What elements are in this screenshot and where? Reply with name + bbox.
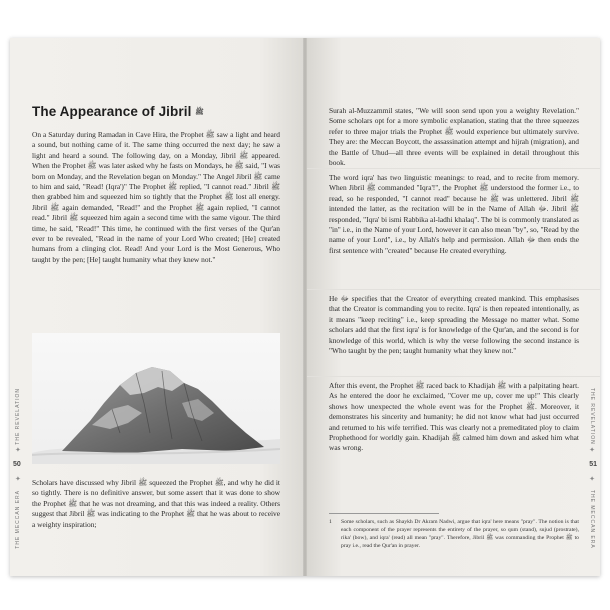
- running-head: THE REVELATION: [15, 388, 21, 445]
- running-foot: THE MECCAN ERA: [15, 490, 21, 549]
- running-head: THE REVELATION: [589, 388, 595, 445]
- right-body: [329, 381, 579, 459]
- honorific-icon: ﷺ: [195, 109, 204, 116]
- mountain-illustration: [32, 333, 280, 464]
- page-number: 50: [13, 461, 21, 468]
- mountain-icon: [32, 333, 280, 464]
- footnote-text: Some scholars, such as Shaykh Dr Akram Nadwi, argue that iqra' here means "pray". The notion is that each component of the prayer represents the entirety of the prayer, so qum (stand), sujud (prostrate), rika' (bow), and iqra' (read) all mean "pray". Therefore, Jibril ﷺ was commanding the Prophet ﷺ to pray i.e., read the Qur'an in prayer.: [341, 519, 579, 549]
- right-body: [329, 106, 579, 173]
- left-body-continued: [32, 478, 280, 535]
- chapter-title: [32, 104, 292, 119]
- left-body: [32, 130, 280, 270]
- chapter-title-text: The Appearance of Jibril: [32, 104, 192, 119]
- divider-line: [307, 168, 600, 169]
- ornament-icon: ✦: [589, 475, 595, 483]
- paragraph: After this event, the Prophet ﷺ raced back to Khadijah ﷺ with a palpitating heart. As he entered the door he exclaimed, "Cover me up, cover me up!" This clearly shows how unexpected the whole event was for the Prophet ﷺ. Moreover, it demonstrates his sincerity and humanity; he did not know what had just occurred and returned to his wife terrified. This was clearly not a premeditated ploy to claim Prophethood for worldly gain. Khadijah ﷺ calmed him down and asked him what was wrong.: [329, 381, 580, 453]
- page-number: 51: [589, 461, 597, 468]
- paragraph: He ﷻ specifies that the Creator of everything created mankind. This emphasises that the Creator is commanding you to recite. Iqra' is then repeated intentionally, as it means "keep reciting" i.e., keep spreading the Message no matter what. Some scholars add that the first iqra' is for knowledge of the Qur'an, and the second is for knowledge of this world, which is why the verse following the second instance is "Who taught by the pen; taught humanity what they knew not.": [329, 294, 580, 356]
- divider-line: [307, 289, 600, 290]
- right-body: [329, 173, 579, 261]
- footnote: [329, 518, 579, 550]
- ornament-icon: ✦: [589, 446, 595, 454]
- right-body: [329, 294, 579, 361]
- footnote-divider: [329, 513, 439, 514]
- book-spread: [10, 38, 600, 576]
- left-page: [10, 38, 303, 576]
- paragraph: Surah al-Muzzammil states, "We will soon send upon you a weighty Revelation." Some scholars opt for a more symbolic explanation, stating that the three squeezes refer to three major trials the Prophet ﷺ would experience but ultimately survive. They are: the Meccan Boycott, the assassination attempt and hijrah (migration), and the Battle of Uhud—all three events will be explained in detail throughout this book.: [329, 106, 579, 168]
- running-foot: THE MECCAN ERA: [589, 490, 595, 549]
- paragraph: On a Saturday during Ramadan in Cave Hira, the Prophet ﷺ saw a light and heard a sound, but nothing came of it. The same thing occurred the next day; he saw a light and heard a sound. The following day, on a Monday, Jibril ﷺ appeared. When the Prophet ﷺ was later asked why he fasts on Mondays, he ﷺ said, "I was born on Monday, and the Revelation began on Monday." The Angel Jibril ﷺ came to him and said, "Read! (Iqra')" The Prophet ﷺ replied, "I cannot read." Jibril ﷺ then grabbed him and squeezed him so tightly that the Prophet ﷺ lost all energy. Jibril ﷺ again demanded, "Read!" and the Prophet ﷺ again replied, "I cannot read." Jibril ﷺ squeezed him again a second time with the same vigour. The third time, he said, "Read!" This time, he continued with the first verses of the Qur'an ever to be revealed, "Read in the name of your Lord Who created; [He] created humans from a clinging clot. Read! And your Lord is the Most Generous, Who taught by the pen; [He] taught humanity what they knew not.": [32, 130, 281, 264]
- right-page: [307, 38, 600, 576]
- ornament-icon: ✦: [15, 475, 21, 483]
- paragraph: Scholars have discussed why Jibril ﷺ squeezed the Prophet ﷺ, and why he did it so tightly. There is no definitive answer, but some assert that it was done to show the Prophet ﷺ that he was not dreaming, and that this was indeed a reality. Others suggest that Jibril ﷺ was indicating to the Prophet ﷺ that he was about to receive a weighty inspiration;: [32, 478, 280, 529]
- divider-line: [307, 376, 600, 377]
- footnote-mark: 1: [329, 519, 332, 525]
- paragraph: The word iqra' has two linguistic meanings: to read, and to recite from memory. When Jibril ﷺ commanded "Iqra'!", the Prophet ﷺ understood the former i.e., to read, so he responded, "I cannot read" because he ﷺ was unlettered. Jibril ﷺ intended the latter, as the recitation will be in the Name of Allah ﷻ. Jibril ﷺ responded, "Iqra' bi ismi Rabbika al-ladhi khalaq". The bi is commonly translated as "in" i.e., in the Name of your Lord, however it can also mean "by", so, "Read by the name of your Lord", i.e., by Allah's help and permission. Allah ﷻ then ends the first sentence with "created" because He created everything.: [329, 173, 579, 255]
- ornament-icon: ✦: [15, 446, 21, 454]
